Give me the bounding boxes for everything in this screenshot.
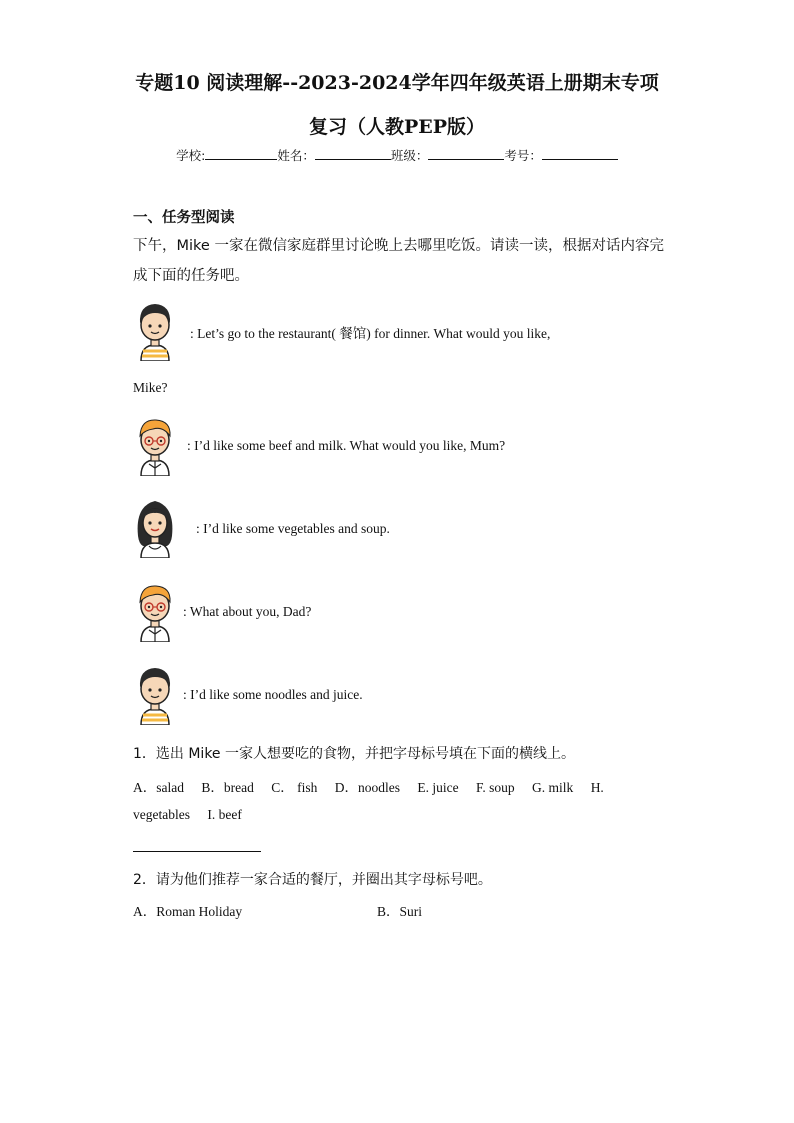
question-1-options-row-2 <box>133 807 256 823</box>
question-2-option-b[interactable]: B．Suri <box>377 904 423 919</box>
dialogue-line-2: : I’d like some beef and milk. What would you like, Mum? <box>187 438 506 453</box>
option-e: E. juice <box>417 780 459 795</box>
question-1-prompt: 1．选出 Mike 一家人想要吃的食物，并把字母标号填在下面的横线上。 <box>133 746 575 762</box>
section-heading: 一、任务型阅读 <box>133 210 235 226</box>
question-2-prompt: 2．请为他们推荐一家合适的餐厅，并圈出其字母标号吧。 <box>133 872 492 888</box>
option-g: G. milk <box>532 780 574 795</box>
option-h-letter: H. <box>590 780 604 795</box>
student-info-row <box>0 146 794 164</box>
exam-no-label: 考号： <box>504 148 542 163</box>
section-intro: 下午，Mike 一家在微信家庭群里讨论晚上去哪里吃饭。请读一读，根据对话内容完成下面的任务吧。 <box>133 238 664 284</box>
class-label: 班级： <box>390 148 429 163</box>
question-1-answer-line[interactable] <box>133 851 261 852</box>
name-blank[interactable] <box>315 147 391 160</box>
dad-avatar-icon <box>133 663 177 725</box>
school-label: 学校: <box>176 148 206 163</box>
exam-no-blank[interactable] <box>542 147 618 160</box>
option-b: B．bread <box>201 780 254 795</box>
option-f: F. soup <box>475 780 515 795</box>
mum-avatar-icon <box>133 496 177 558</box>
dad-avatar-icon <box>133 299 177 361</box>
option-d: D．noodles <box>334 780 400 795</box>
school-blank[interactable] <box>205 147 277 160</box>
question-1-options-row-1 <box>133 776 618 796</box>
worksheet-title-line2: 复习（人教PEP版） <box>308 116 486 138</box>
dialogue-line-4: : What about you, Dad? <box>183 604 312 619</box>
dialogue-line-3: : I’d like some vegetables and soup. <box>196 521 390 536</box>
option-i: I. beef <box>207 807 242 822</box>
option-a: A．salad <box>133 780 184 795</box>
mike-avatar-icon <box>133 414 177 476</box>
question-2-option-a[interactable]: A．Roman Holiday <box>133 904 243 919</box>
worksheet-title-line1: 专题10 阅读理解--2023-2024学年四年级英语上册期末专项 <box>135 72 659 94</box>
option-c: C． fish <box>271 780 318 795</box>
mike-avatar-icon <box>133 580 177 642</box>
dialogue-line-1: : Let’s go to the restaurant( 餐馆) for dinner. What would you like, <box>190 326 551 341</box>
dialogue-line-1-continued: Mike? <box>133 380 168 395</box>
dialogue-line-5: : I’d like some noodles and juice. <box>183 687 363 702</box>
class-blank[interactable] <box>428 147 504 160</box>
option-h: vegetables <box>133 807 190 822</box>
name-label: 姓名： <box>277 148 315 163</box>
